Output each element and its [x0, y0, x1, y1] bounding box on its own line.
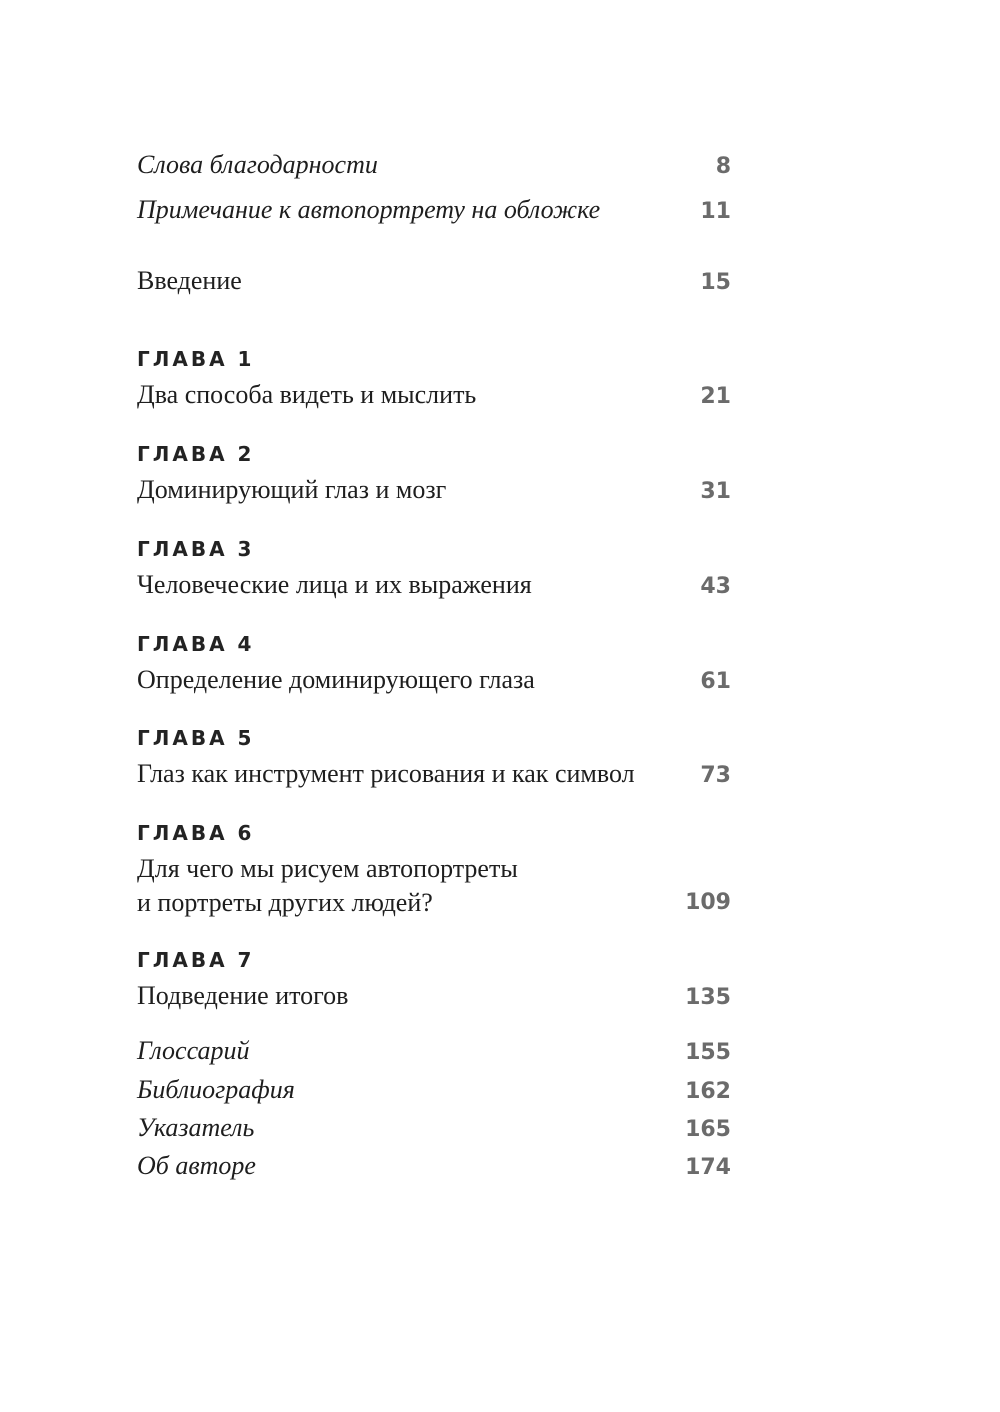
toc-chapter-6: [137, 820, 731, 920]
chapter-title: Человеческие лица и их выражения: [137, 570, 532, 599]
page-number: 109: [685, 890, 731, 915]
toc-chapter-4: [137, 631, 731, 699]
page-number: 135: [685, 985, 731, 1010]
chapter-title: [137, 852, 518, 920]
chapter-title-line-1: Для чего мы рисуем автопортреты: [137, 854, 518, 883]
chapter-heading: ГЛАВА 1: [137, 347, 255, 371]
chapter-title: Два способа видеть и мыслить: [137, 380, 477, 409]
toc-chapter-2: [137, 441, 731, 509]
chapter-heading: ГЛАВА 7: [137, 948, 255, 972]
toc-entry-introduction: [137, 264, 731, 300]
chapter-title: Подведение итогов: [137, 981, 349, 1010]
entry-label: Глоссарий: [137, 1036, 250, 1065]
page-number: 162: [685, 1079, 731, 1104]
toc-chapter-5: [137, 725, 731, 793]
chapter-title: Глаз как инструмент рисования и как символ: [137, 759, 635, 788]
page-number: 155: [685, 1040, 731, 1065]
toc-chapter-1: [137, 346, 731, 414]
toc-entry-about-author: [137, 1149, 731, 1185]
toc-entry-cover-note: [137, 193, 731, 229]
entry-label: Библиография: [137, 1075, 295, 1104]
page-number: 174: [685, 1155, 731, 1180]
page-number: 61: [700, 669, 731, 694]
page-number: 8: [715, 154, 731, 179]
page-number: 43: [700, 574, 731, 599]
toc-chapter-3: [137, 536, 731, 604]
entry-label: Указатель: [137, 1113, 255, 1142]
toc-entry-index: [137, 1111, 731, 1147]
toc-entry-glossary: [137, 1034, 731, 1070]
toc-entry-bibliography: [137, 1073, 731, 1109]
chapter-heading: ГЛАВА 3: [137, 537, 255, 561]
page-number: 11: [700, 199, 731, 224]
page-number: 15: [700, 270, 731, 295]
entry-label: Об авторе: [137, 1151, 256, 1180]
chapter-heading: ГЛАВА 4: [137, 632, 255, 656]
entry-label: Введение: [137, 266, 242, 295]
chapter-title: Определение доминирующего глаза: [137, 665, 535, 694]
toc-entry-acknowledgements: [137, 148, 731, 184]
entry-label: Примечание к автопортрету на обложке: [137, 195, 601, 224]
entry-label: Слова благодарности: [137, 150, 378, 179]
page-number: 21: [700, 384, 731, 409]
chapter-title-line-2: и портреты других людей?: [137, 888, 433, 917]
chapter-heading: ГЛАВА 6: [137, 821, 255, 845]
page-number: 165: [685, 1117, 731, 1142]
chapter-heading: ГЛАВА 5: [137, 726, 255, 750]
chapter-title: Доминирующий глаз и мозг: [137, 475, 447, 504]
page-number: 31: [700, 479, 731, 504]
page-number: 73: [700, 763, 731, 788]
toc-chapter-7: [137, 947, 731, 1015]
chapter-heading: ГЛАВА 2: [137, 442, 255, 466]
